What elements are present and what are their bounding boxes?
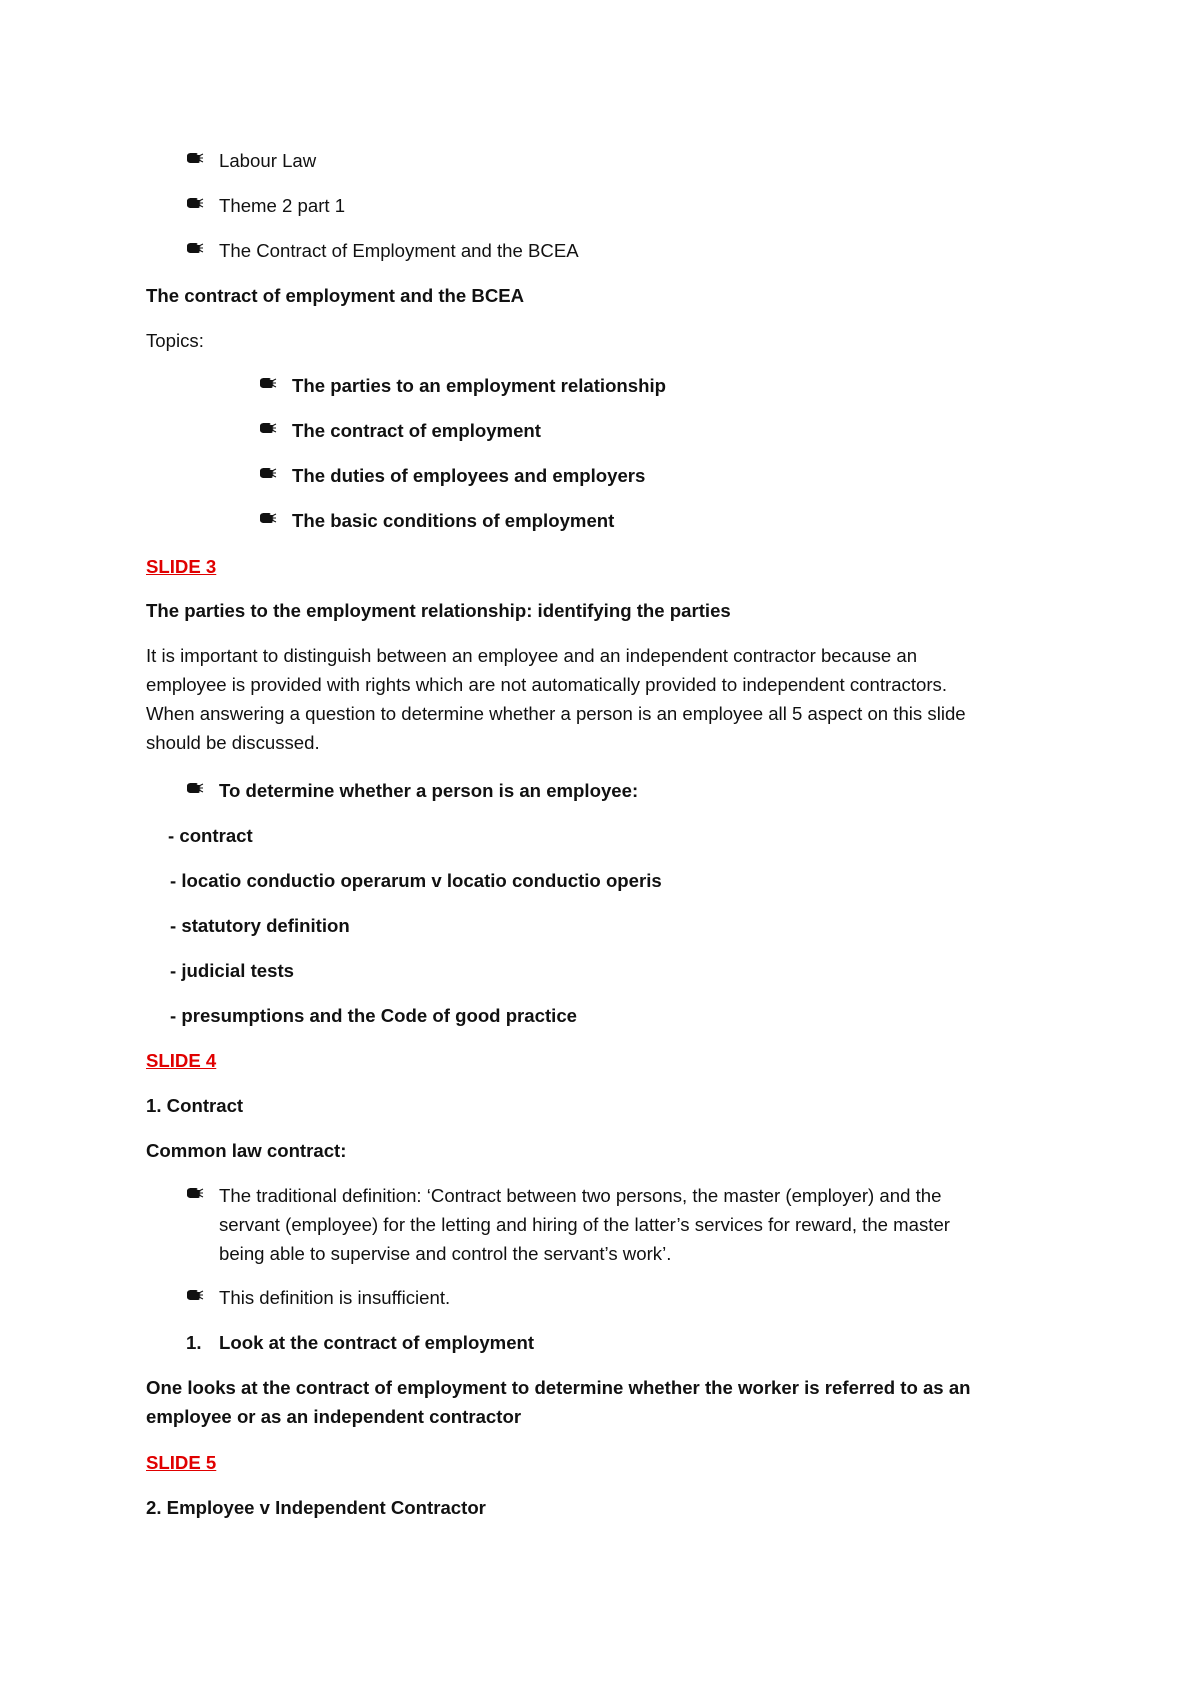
paragraph-line: When answering a question to determine whether a person is an employee all 5 aspect on this slide xyxy=(146,703,966,724)
definition-line: being able to supervise and control the servant’s work’. xyxy=(219,1243,672,1264)
aspect-item: - presumptions and the Code of good practice xyxy=(170,1005,578,1026)
hand-pointing-bullet-icon xyxy=(259,512,277,528)
hand-pointing-bullet-icon xyxy=(186,197,204,213)
hand-pointing-bullet-icon xyxy=(186,152,204,168)
conclusion-line: One looks at the contract of employment to determine whether the worker is referred to as an xyxy=(146,1377,971,1398)
slide-4-label: SLIDE 4 xyxy=(146,1050,217,1071)
hand-pointing-bullet-icon xyxy=(186,242,204,258)
aspect-item: - judicial tests xyxy=(170,960,294,981)
header-bullet-text: Theme 2 part 1 xyxy=(219,195,346,216)
slide-3-paragraph xyxy=(146,641,966,757)
header-bullet-text: Labour Law xyxy=(219,150,317,171)
slide-3-label: SLIDE 3 xyxy=(146,556,217,577)
aspect-item: - statutory definition xyxy=(170,915,350,936)
slide-3-heading: The parties to the employment relationship: identifying the parties xyxy=(146,600,731,621)
conclusion-line: employee or as an independent contractor xyxy=(146,1406,522,1427)
hand-pointing-bullet-icon xyxy=(259,377,277,393)
topic-text: The contract of employment xyxy=(292,420,541,441)
slide-4-heading: 1. Contract xyxy=(146,1095,244,1116)
item-text: Look at the contract of employment xyxy=(219,1332,535,1353)
hand-pointing-bullet-icon xyxy=(259,422,277,438)
topic-text: The parties to an employment relationship xyxy=(292,375,667,396)
item-number: 1. xyxy=(186,1332,202,1353)
topic-text: The basic conditions of employment xyxy=(292,510,615,531)
definition-line: servant (employee) for the letting and hiring of the latter’s services for reward, the master xyxy=(219,1214,951,1235)
hand-pointing-bullet-icon xyxy=(259,467,277,483)
hand-pointing-bullet-icon xyxy=(186,1187,204,1203)
definition-text xyxy=(219,1181,950,1268)
slide-4-subheading: Common law contract: xyxy=(146,1140,347,1161)
definition-line: The traditional definition: ‘Contract between two persons, the master (employer) and the xyxy=(219,1185,942,1206)
paragraph-line: It is important to distinguish between an employee and an independent contractor because an xyxy=(146,645,918,666)
paragraph-line: employee is provided with rights which are not automatically provided to independent contractors. xyxy=(146,674,948,695)
paragraph-line: should be discussed. xyxy=(146,732,320,753)
slide-5-label: SLIDE 5 xyxy=(146,1452,217,1473)
aspect-item: - locatio conductio operarum v locatio conductio operis xyxy=(170,870,662,891)
numbered-item xyxy=(186,1328,535,1357)
topics-label: Topics: xyxy=(146,330,204,351)
topic-text: The duties of employees and employers xyxy=(292,465,646,486)
aspect-item: - contract xyxy=(168,825,253,846)
bullet-text: This definition is insufficient. xyxy=(219,1287,451,1308)
conclusion-paragraph xyxy=(146,1373,971,1431)
hand-pointing-bullet-icon xyxy=(186,1289,204,1305)
slide-5-heading: 2. Employee v Independent Contractor xyxy=(146,1497,486,1518)
hand-pointing-bullet-icon xyxy=(186,782,204,798)
heading-contract: The contract of employment and the BCEA xyxy=(146,285,525,306)
bullet-text: To determine whether a person is an employee: xyxy=(219,780,639,801)
header-bullet-text: The Contract of Employment and the BCEA xyxy=(219,240,579,261)
